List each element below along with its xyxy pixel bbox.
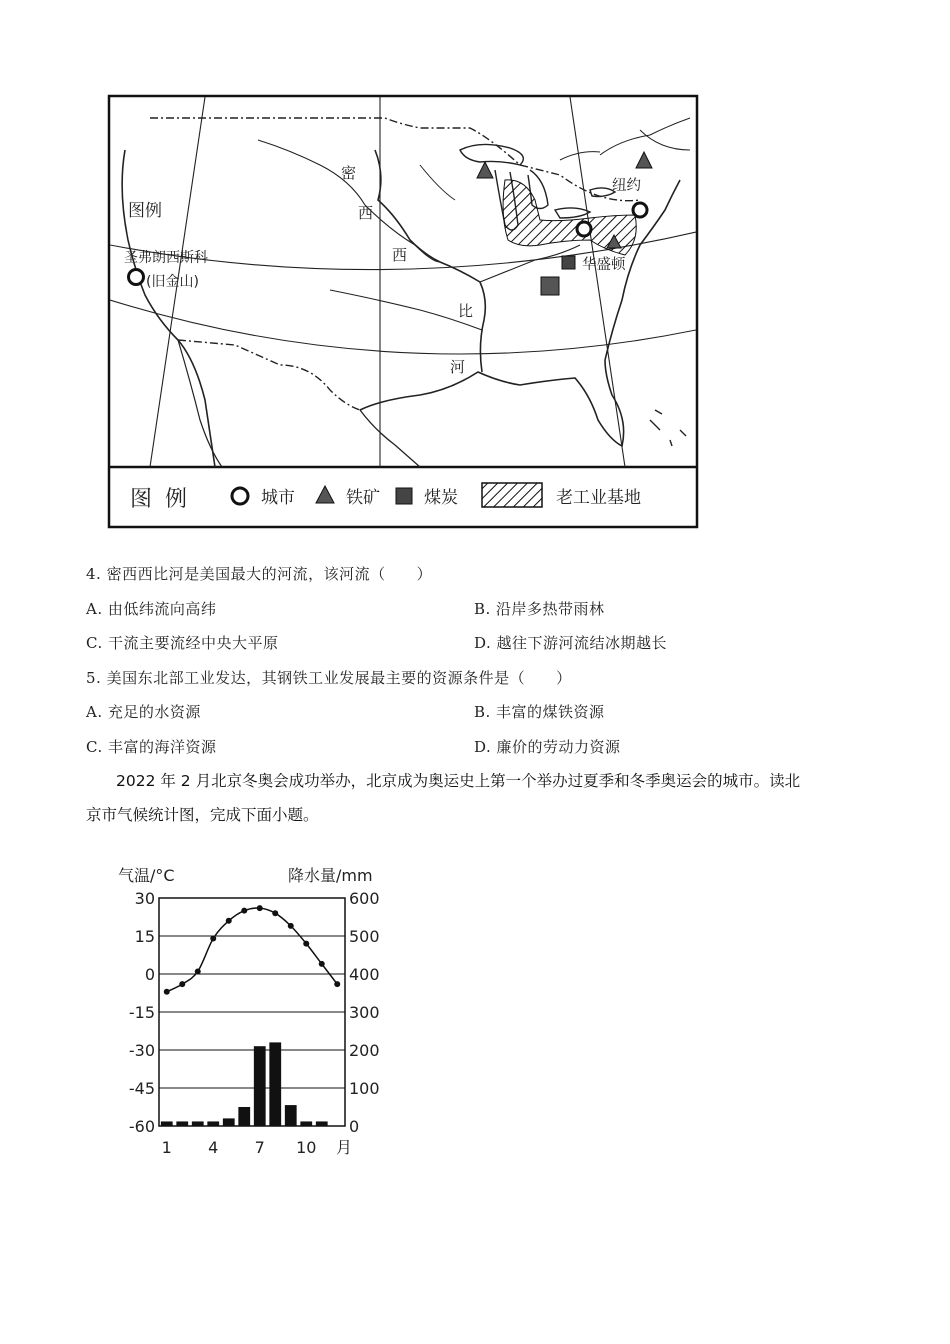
x-tick-label: 10: [296, 1138, 317, 1157]
temperature-point: [288, 923, 294, 929]
right-tick-label: 500: [349, 927, 380, 946]
precipitation-bar: [316, 1121, 328, 1126]
temperature-point: [303, 941, 309, 947]
map-frame: [109, 96, 697, 527]
usa-map-figure: [0, 0, 950, 540]
right-tick-label: 400: [349, 965, 380, 984]
left-tick-label: -60: [128, 1117, 155, 1136]
city-label-sf-alt: (旧金山): [146, 274, 199, 290]
temperature-point: [241, 908, 247, 914]
left-tick-label: -45: [128, 1079, 155, 1098]
temperature-point: [210, 936, 216, 942]
temperature-point: [195, 968, 201, 974]
legend-label: 老工业基地: [556, 488, 641, 508]
city-marker-ny: [633, 203, 647, 217]
question-4-option-d: D. 越往下游河流结冰期越长: [474, 634, 668, 652]
coal-marker: [562, 256, 575, 269]
question-4-option-c: C. 干流主要流经中央大平原: [86, 634, 279, 652]
legend-label: 铁矿: [346, 488, 380, 508]
precipitation-bar: [254, 1046, 266, 1126]
intro-line-1: 2022 年 2 月北京冬奥会成功举办，北京成为奥运史上第一个举办过夏季和冬季奥运会的城市。读北: [116, 772, 801, 790]
left-tick-label: 0: [144, 965, 155, 984]
question-4-stem: 4. 密西西比河是美国最大的河流，该河流（ ）: [86, 565, 433, 583]
temperature-point: [334, 981, 340, 987]
legend-hatch-icon: [482, 483, 542, 507]
legend-label: 煤炭: [424, 488, 458, 508]
question-5-option-c: C. 丰富的海洋资源: [86, 738, 217, 756]
question-4-option-b: B. 沿岸多热带雨林: [474, 600, 605, 618]
city-marker-dc: [577, 222, 591, 236]
precipitation-bar: [223, 1118, 235, 1126]
intro-paragraph: [86, 764, 886, 832]
city-label-sf: 圣弗朗西斯科: [124, 250, 208, 266]
temperature-point: [179, 981, 185, 987]
question-4-option-a: A. 由低纬流向高纬: [86, 600, 217, 618]
temperature-point: [319, 961, 325, 967]
x-tick-label: 7: [254, 1138, 265, 1157]
right-tick-label: 200: [349, 1041, 380, 1060]
temperature-point: [226, 918, 232, 924]
left-tick-label: 30: [134, 889, 155, 908]
chart-right-axis-title: 降水量/mm: [288, 866, 373, 885]
right-tick-label: 0: [349, 1117, 360, 1136]
map-inner-legend-label: 图例: [128, 201, 162, 221]
left-tick-label: 15: [134, 927, 155, 946]
river-label-char: 密: [341, 164, 357, 182]
climate-chart: [100, 855, 410, 1175]
river-label-char: 比: [458, 302, 474, 320]
question-5-option-b: B. 丰富的煤铁资源: [474, 703, 605, 721]
river-label-char: 西: [358, 204, 374, 222]
temperature-point: [257, 905, 263, 911]
precipitation-bar: [161, 1121, 173, 1126]
question-5-stem: 5. 美国东北部工业发达，其钢铁工业发展最主要的资源条件是（ ）: [86, 669, 572, 687]
precipitation-bar: [300, 1121, 312, 1126]
chart-left-axis-title: 气温/°C: [118, 866, 175, 885]
intro-line-2: 京市气候统计图，完成下面小题。: [86, 806, 319, 824]
left-tick-label: -15: [128, 1003, 155, 1022]
x-tick-label: 4: [208, 1138, 219, 1157]
temperature-point: [164, 989, 170, 995]
left-tick-label: -30: [128, 1041, 155, 1060]
legend-label: 城市: [261, 488, 295, 508]
legend-title: 图 例: [130, 487, 190, 512]
chart-x-unit: 月: [336, 1138, 353, 1157]
right-tick-label: 100: [349, 1079, 380, 1098]
right-tick-label: 300: [349, 1003, 380, 1022]
question-5-option-a: A. 充足的水资源: [86, 703, 201, 721]
city-label-ny: 纽约: [612, 178, 641, 194]
city-label-dc: 华盛顿: [582, 257, 626, 273]
x-tick-label: 1: [161, 1138, 172, 1157]
precipitation-bar: [238, 1107, 250, 1126]
legend-city-icon: [232, 488, 248, 504]
river-label-char: 河: [450, 358, 466, 376]
precipitation-bar: [176, 1121, 188, 1126]
coal-marker: [541, 277, 559, 295]
temperature-point: [272, 910, 278, 916]
city-marker-sf: [129, 270, 144, 285]
legend-coal-icon: [396, 488, 412, 504]
precipitation-bar: [207, 1121, 219, 1126]
river-label-char: 西: [392, 246, 408, 264]
temperature-curve: [167, 908, 338, 992]
precipitation-bar: [285, 1105, 297, 1126]
right-tick-label: 600: [349, 889, 380, 908]
precipitation-bar: [269, 1042, 281, 1126]
question-5-option-d: D. 廉价的劳动力资源: [474, 738, 621, 756]
precipitation-bar: [192, 1121, 204, 1126]
